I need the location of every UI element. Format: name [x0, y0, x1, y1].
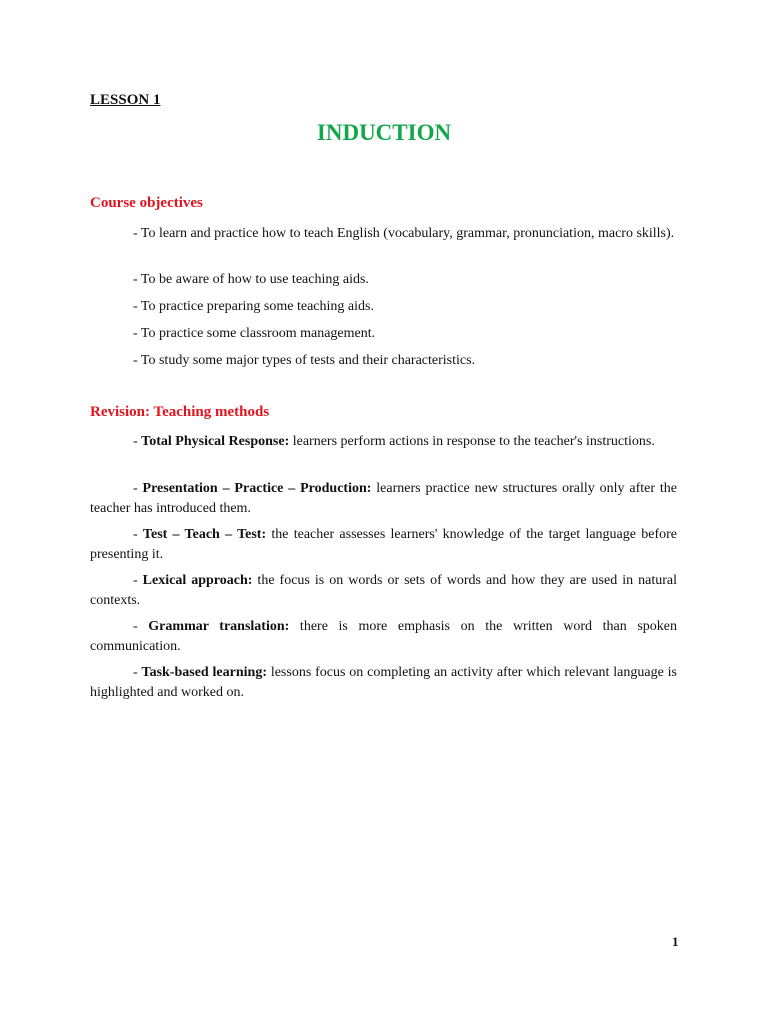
objective-item: - To practice preparing some teaching aids.	[133, 299, 374, 314]
method-description: the teacher assesses learners' knowledge of the target language before presenting it.	[90, 527, 677, 562]
method-item	[90, 663, 677, 703]
method-prefix: -	[133, 527, 143, 542]
method-item	[90, 525, 677, 565]
course-objectives-heading: Course objectives	[90, 195, 203, 211]
revision-heading: Revision: Teaching methods	[90, 404, 270, 420]
method-term: Presentation – Practice – Production:	[142, 481, 372, 496]
objective-item: - To learn and practice how to teach English (vocabulary, grammar, pronunciation, macro skills).	[133, 226, 675, 241]
method-item	[90, 479, 677, 519]
method-term: Task-based learning:	[141, 665, 267, 680]
method-description: lessons focus on completing an activity after which relevant language is highlighted and worked on.	[90, 665, 677, 700]
objective-item: - To practice some classroom management.	[133, 326, 376, 341]
method-prefix: -	[133, 434, 142, 449]
method-item	[90, 432, 677, 452]
page-number: 1	[672, 934, 679, 949]
method-prefix: -	[133, 665, 142, 680]
method-prefix: -	[133, 481, 143, 496]
objective-item: - To be aware of how to use teaching aids.	[133, 272, 369, 287]
method-term: Test – Teach – Test:	[142, 527, 267, 542]
method-description: the focus is on words or sets of words and how they are used in natural contexts.	[90, 573, 677, 608]
method-description: learners perform actions in response to the teacher's instructions.	[289, 434, 655, 449]
method-description: learners practice new structures orally only after the teacher has introduced them.	[90, 481, 677, 516]
method-description: there is more emphasis on the written word than spoken communication.	[90, 619, 678, 654]
method-prefix: -	[133, 573, 143, 588]
method-term: Total Physical Response:	[141, 434, 290, 449]
method-prefix: -	[133, 619, 149, 634]
lesson-label: LESSON 1	[90, 92, 161, 108]
method-term: Lexical approach:	[142, 573, 253, 588]
method-item	[90, 617, 677, 657]
page-title: INDUCTION	[316, 120, 452, 145]
method-term: Grammar translation:	[148, 619, 290, 634]
objective-item: - To study some major types of tests and their characteristics.	[133, 353, 476, 368]
method-item	[90, 571, 677, 611]
